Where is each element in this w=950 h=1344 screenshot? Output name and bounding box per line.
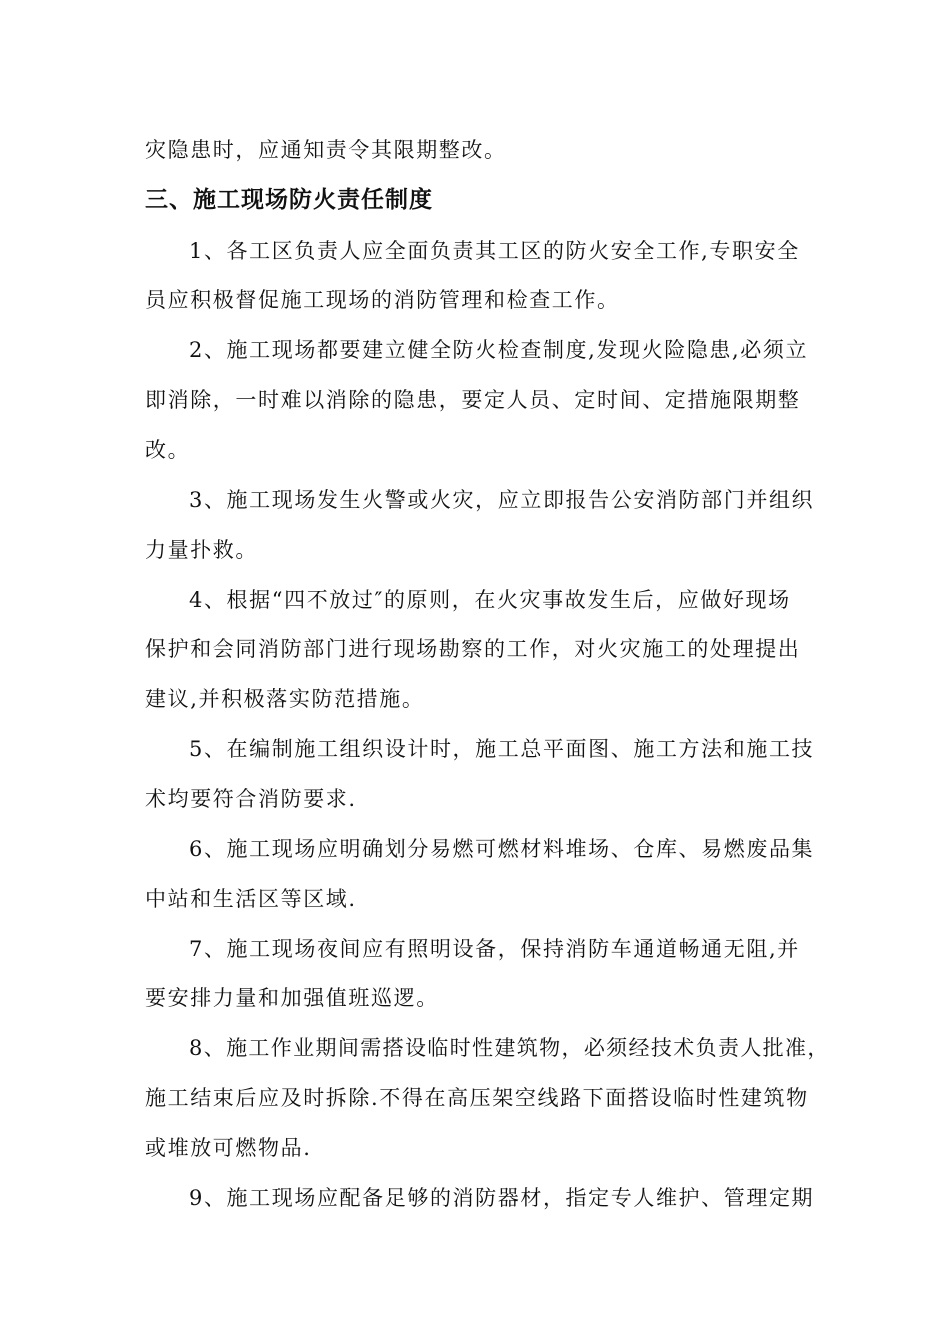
paragraph-1-line: 员应积极督促施工现场的消防管理和检查工作。 <box>145 288 620 312</box>
paragraph-8-line: 施工结束后应及时拆除.不得在高压架空线路下面搭设临时性建筑物 <box>145 1086 809 1110</box>
paragraph-4-line: 保护和会同消防部门进行现场勘察的工作，对火灾施工的处理提出 <box>145 637 801 661</box>
paragraph-4-line: 4、根据“四不放过″的原则，在火灾事故发生后，应做好现场 <box>189 588 791 612</box>
paragraph-6-line: 中站和生活区等区域. <box>145 887 357 911</box>
paragraph-2-line: 改。 <box>145 438 191 462</box>
paragraph-3-line: 3、施工现场发生火警或火灾，应立即报告公安消防部门并组织 <box>189 488 815 512</box>
paragraph-2-line: 2、施工现场都要建立健全防火检查制度,发现火险隐患,必须立 <box>189 338 809 362</box>
paragraph-4-line: 建议,并积极落实防范措施。 <box>145 687 425 711</box>
paragraph-7-line: 要安排力量和加强值班巡逻。 <box>145 986 439 1010</box>
paragraph-8-line: 8、施工作业期间需搭设临时性建筑物，必须经技术负责人批准， <box>189 1036 830 1060</box>
paragraph-7-line: 7、施工现场夜间应有照明设备，保持消防车通道畅通无阻,并 <box>189 937 800 961</box>
paragraph-3-line: 力量扑救。 <box>145 538 258 562</box>
text-line: 灾隐患时，应通知责令其限期整改。 <box>145 138 507 162</box>
paragraph-2-line: 即消除，一时难以消除的隐患，要定人员、定时间、定措施限期整 <box>145 388 801 412</box>
paragraph-5-line: 术均要符合消防要求. <box>145 787 357 811</box>
paragraph-5-line: 5、在编制施工组织设计时，施工总平面图、施工方法和施工技 <box>189 737 815 761</box>
paragraph-8-line: 或堆放可燃物品. <box>145 1136 312 1160</box>
paragraph-9-line: 9、施工现场应配备足够的消防器材，指定专人维护、管理定期 <box>189 1186 815 1210</box>
paragraph-6-line: 6、施工现场应明确划分易燃可燃材料堆场、仓库、易燃废品集 <box>189 837 815 861</box>
section-heading: 三、施工现场防火责任制度 <box>145 187 433 213</box>
paragraph-1-line: 1、各工区负责人应全面负责其工区的防火安全工作,专职安全 <box>189 239 800 263</box>
